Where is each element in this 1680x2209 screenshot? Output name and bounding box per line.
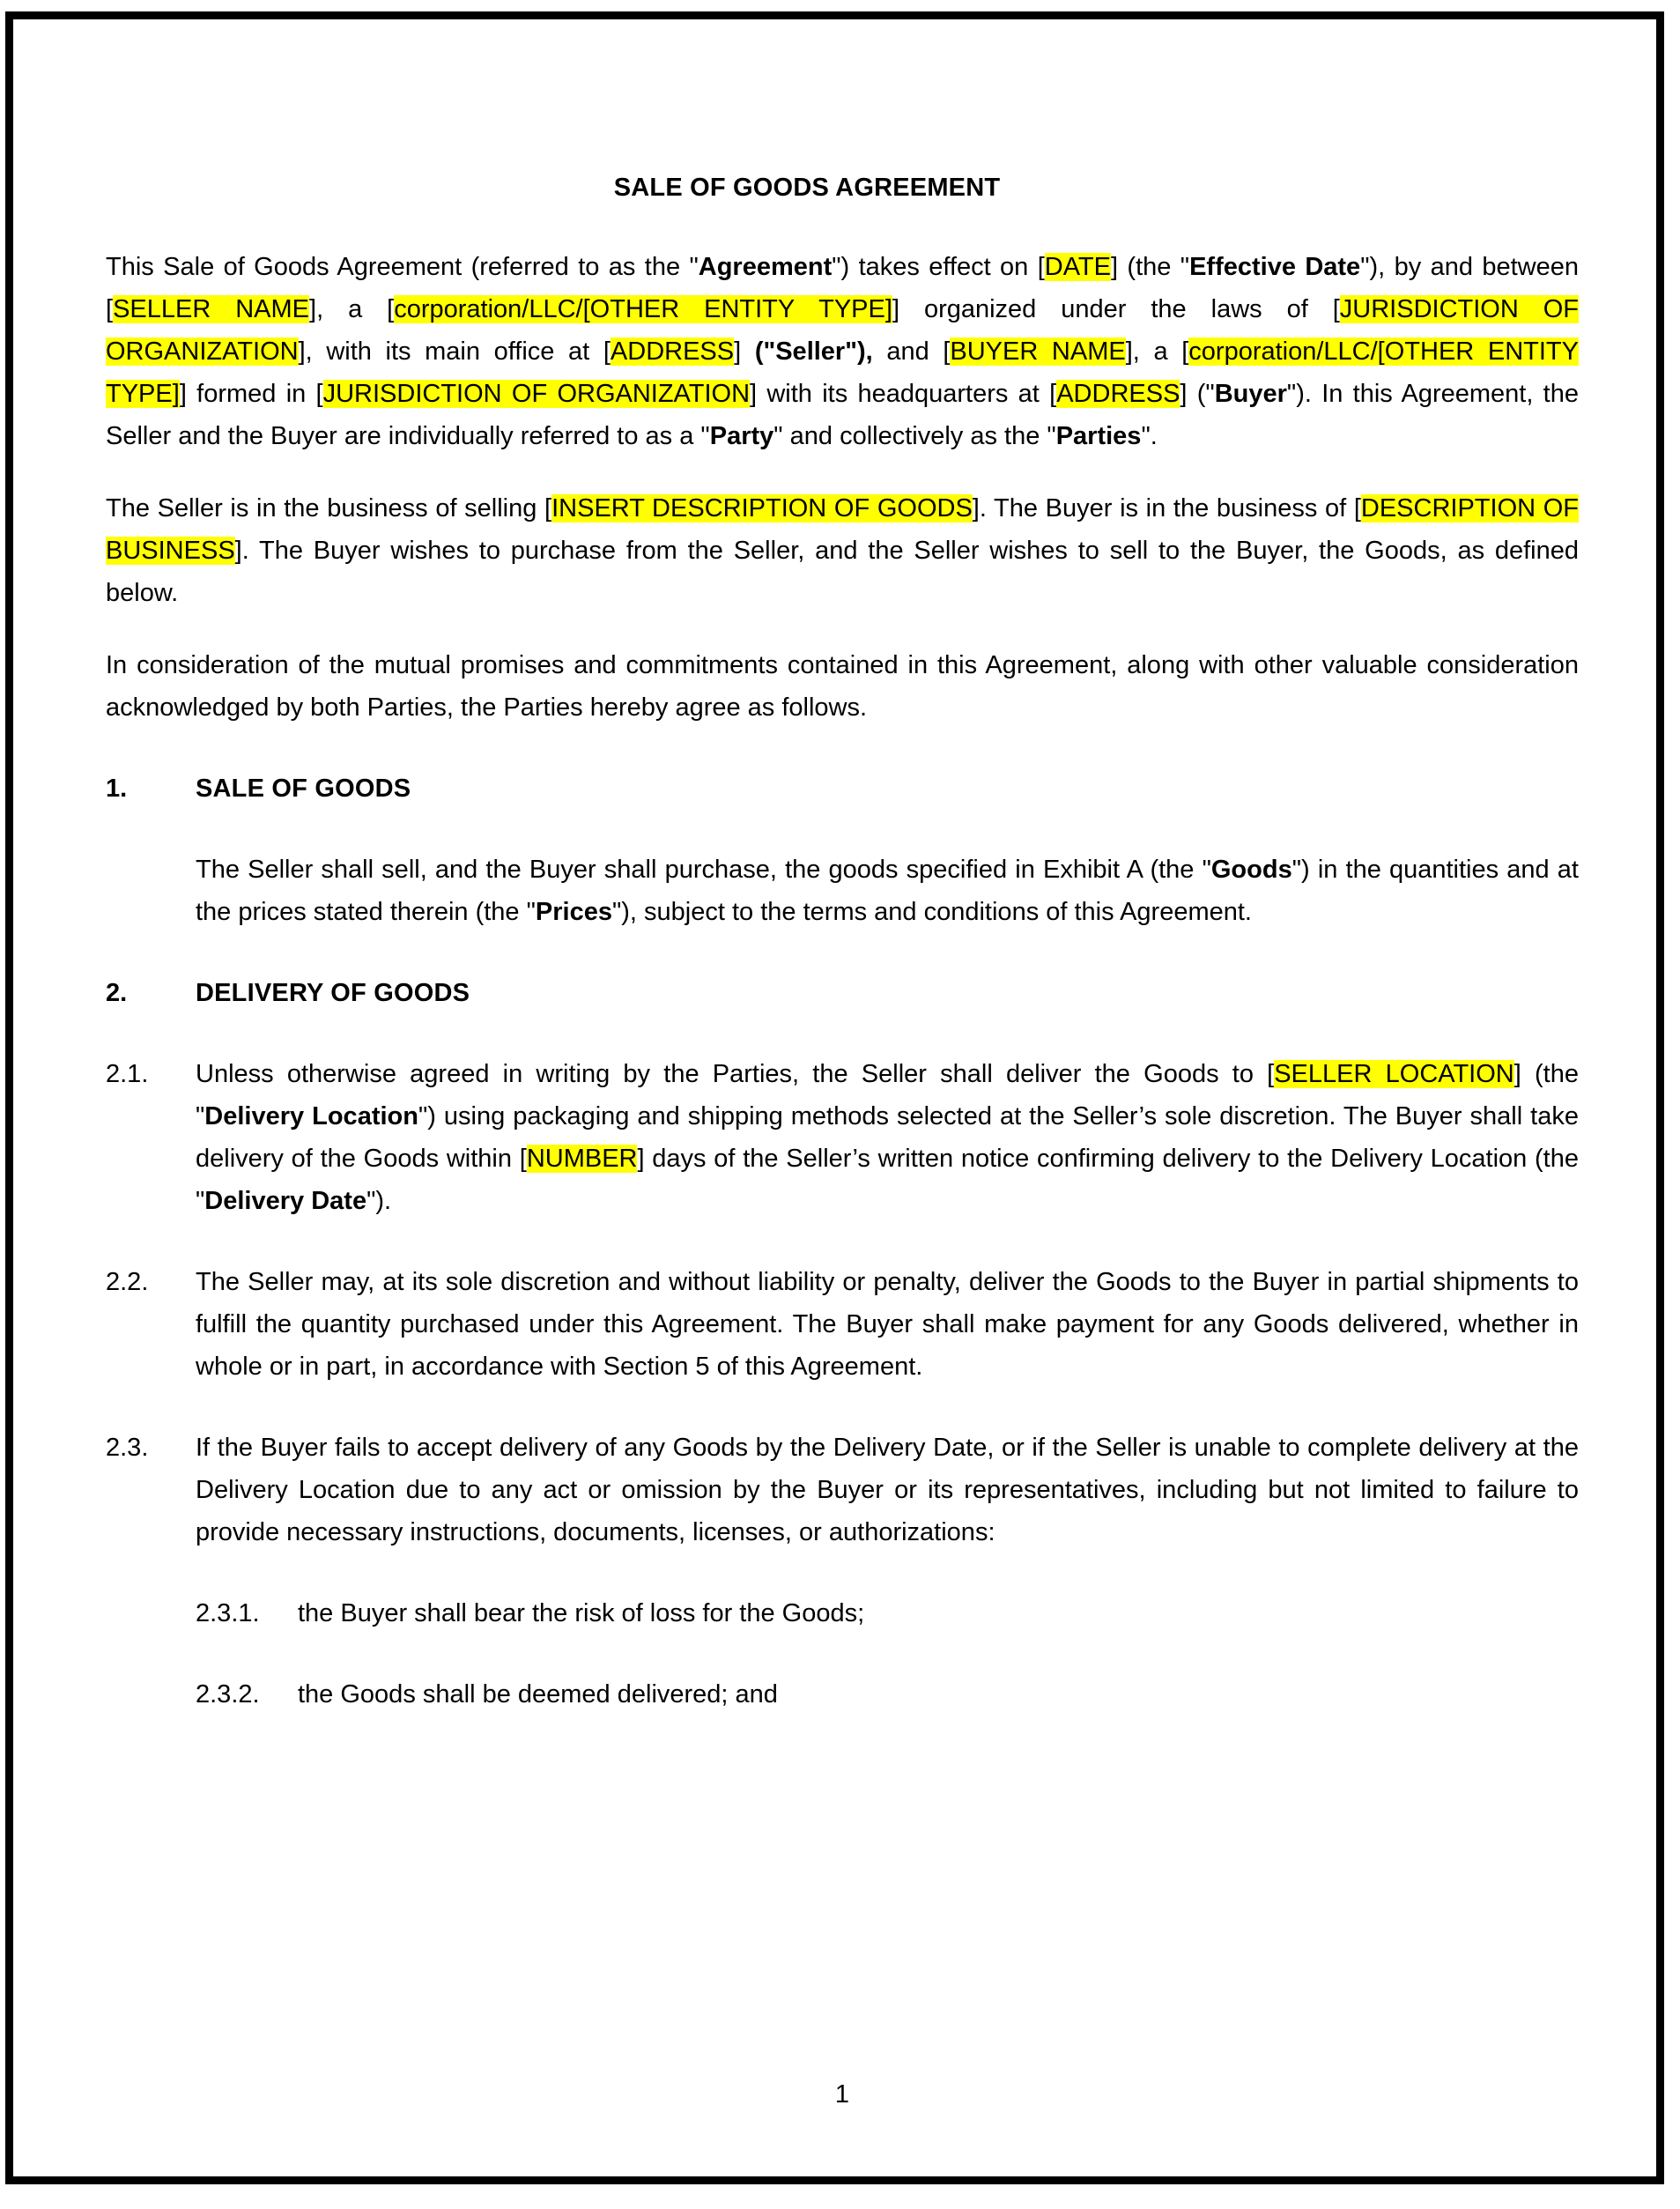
text-run: Unless otherwise agreed in writing by the Parties, the Seller shall deliver the Goods to [ bbox=[196, 1060, 1275, 1088]
section-1-body bbox=[196, 810, 1579, 933]
text-run: ] (" bbox=[1180, 380, 1215, 408]
section-heading-2 bbox=[106, 933, 1579, 1014]
section-title: SALE OF GOODS bbox=[196, 775, 411, 803]
text-run: This Sale of Goods Agreement (referred to as the " bbox=[106, 253, 699, 281]
text-run: The Seller shall sell, and the Buyer shall purchase, the goods specified in Exhibit A (the " bbox=[196, 856, 1211, 884]
text-run: ] organized under the laws of [ bbox=[892, 295, 1340, 323]
text-run: ] days of the Seller’s written notice confirming delivery to the Delivery Location (the " bbox=[196, 1145, 1579, 1215]
text-run: ] (the " bbox=[196, 1060, 1579, 1130]
page-number: 1 bbox=[834, 2080, 850, 2109]
text-run: ], with its main office at [ bbox=[298, 337, 611, 366]
text-run: ] formed in [ bbox=[179, 380, 323, 408]
clause-2-3 bbox=[106, 1388, 1579, 1553]
placeholder-seller-address: ADDRESS bbox=[610, 337, 735, 366]
text-run: " and collectively as the " bbox=[773, 422, 1056, 450]
text-run: ], a [ bbox=[309, 295, 395, 323]
text-run: "). In this Agreement, the Seller and the Buyer are individually referred to as a " bbox=[106, 380, 1579, 450]
page-title: SALE OF GOODS AGREEMENT bbox=[613, 174, 1001, 202]
defined-term-effective-date: Effective Date bbox=[1189, 253, 1361, 281]
subclause-text: the Goods shall be deemed delivered; and bbox=[298, 1680, 778, 1709]
placeholder-buyer-address: ADDRESS bbox=[1056, 380, 1180, 408]
text-run: In consideration of the mutual promises and commitments contained in this Agreement, along with other valuable consideration acknowledged by both Parties, the Parties hereby agree as follows. bbox=[106, 651, 1579, 722]
clause-2-1 bbox=[106, 1014, 1579, 1222]
placeholder-buyer-jurisdiction: JURISDICTION OF ORGANIZATION bbox=[322, 380, 751, 408]
document-content bbox=[106, 19, 1579, 2176]
clause-text bbox=[196, 1053, 1579, 1222]
subclause-number: 2.3.1. bbox=[196, 1599, 260, 1627]
clause-number: 2.2. bbox=[106, 1268, 149, 1296]
text-run: ") in the quantities and at the prices stated therein (the " bbox=[196, 856, 1579, 926]
text-run: "), subject to the terms and conditions of this Agreement. bbox=[611, 898, 1252, 926]
placeholder-buyer-entity-type: corporation/LLC/[OTHER ENTITY TYPE] bbox=[106, 337, 1579, 408]
text-run: and [ bbox=[872, 337, 951, 366]
defined-term-parties: Parties bbox=[1055, 422, 1142, 450]
text-run: ]. The Buyer wishes to purchase from the Seller, and the Seller wishes to sell to the Buyer, the Goods, as defined below. bbox=[106, 537, 1579, 607]
defined-term-agreement: Agreement bbox=[698, 253, 833, 281]
placeholder-seller-jurisdiction: JURISDICTION OF ORGANIZATION bbox=[106, 295, 1579, 366]
section-number: 1. bbox=[106, 775, 128, 803]
defined-term-seller: ("Seller"), bbox=[754, 337, 873, 366]
section-heading-1 bbox=[106, 729, 1579, 810]
text-run: ] (the " bbox=[1110, 253, 1190, 281]
section-title: DELIVERY OF GOODS bbox=[196, 979, 470, 1007]
preamble-paragraph-3 bbox=[106, 614, 1579, 729]
subclause-2-3-1 bbox=[196, 1553, 1579, 1635]
text-run: ". bbox=[1141, 422, 1158, 450]
document-page bbox=[5, 11, 1664, 2184]
defined-term-delivery-location: Delivery Location bbox=[204, 1102, 418, 1130]
clause-number: 2.1. bbox=[106, 1060, 149, 1088]
placeholder-seller-entity-type: corporation/LLC/[OTHER ENTITY TYPE] bbox=[394, 295, 892, 323]
section-number: 2. bbox=[106, 979, 128, 1007]
text-run: "). bbox=[366, 1187, 392, 1215]
placeholder-number: NUMBER bbox=[526, 1145, 638, 1173]
defined-term-goods: Goods bbox=[1210, 856, 1292, 884]
subclause-text: the Buyer shall bear the risk of loss for the Goods; bbox=[298, 1599, 865, 1627]
preamble-paragraph-2 bbox=[106, 457, 1579, 614]
text-run: "), by and between [ bbox=[106, 253, 1579, 323]
text-run: ]. The Buyer is in the business of [ bbox=[972, 494, 1361, 523]
defined-term-delivery-date: Delivery Date bbox=[204, 1187, 367, 1215]
defined-term-prices: Prices bbox=[535, 898, 612, 926]
clause-2-2 bbox=[106, 1222, 1579, 1388]
placeholder-buyer-name: BUYER NAME bbox=[950, 337, 1126, 366]
text-run: ], a [ bbox=[1125, 337, 1189, 366]
placeholder-business-description: DESCRIPTION OF BUSINESS bbox=[106, 494, 1580, 565]
placeholder-goods-description: INSERT DESCRIPTION OF GOODS bbox=[551, 494, 973, 523]
placeholder-date: DATE bbox=[1044, 253, 1111, 281]
placeholder-seller-location: SELLER LOCATION bbox=[1274, 1060, 1514, 1088]
subclause-2-3-2 bbox=[196, 1635, 1579, 1716]
clause-text: The Seller may, at its sole discretion and without liability or penalty, deliver the Goods to the Buyer in partial shipments to fulfill the quantity purchased under this Agreement. The Buyer shall make payment for any Goods delivered, whether in whole or in part, in accordance with Section 5 of this Agreement. bbox=[196, 1268, 1579, 1381]
text-run: ") takes effect on [ bbox=[832, 253, 1045, 281]
text-run: The Seller is in the business of selling [ bbox=[106, 494, 552, 523]
subclause-number: 2.3.2. bbox=[196, 1680, 260, 1709]
text-run: ] bbox=[734, 337, 755, 366]
text-run: ] with its headquarters at [ bbox=[750, 380, 1057, 408]
placeholder-seller-name: SELLER NAME bbox=[113, 295, 310, 323]
text-run: ") using packaging and shipping methods selected at the Seller’s sole discretion. The Buyer shall take delivery of the Goods within [ bbox=[196, 1102, 1579, 1173]
defined-term-buyer: Buyer bbox=[1214, 380, 1287, 408]
defined-term-party: Party bbox=[709, 422, 774, 450]
clause-number: 2.3. bbox=[106, 1434, 149, 1462]
preamble-paragraph-1 bbox=[106, 203, 1579, 457]
clause-text: If the Buyer fails to accept delivery of any Goods by the Delivery Date, or if the Seller is unable to complete delivery at the Delivery Location due to any act or omission by the Buyer or its representatives, including but not limited to failure to provide necessary instructions, documents, licenses, or authorizations: bbox=[196, 1434, 1579, 1546]
